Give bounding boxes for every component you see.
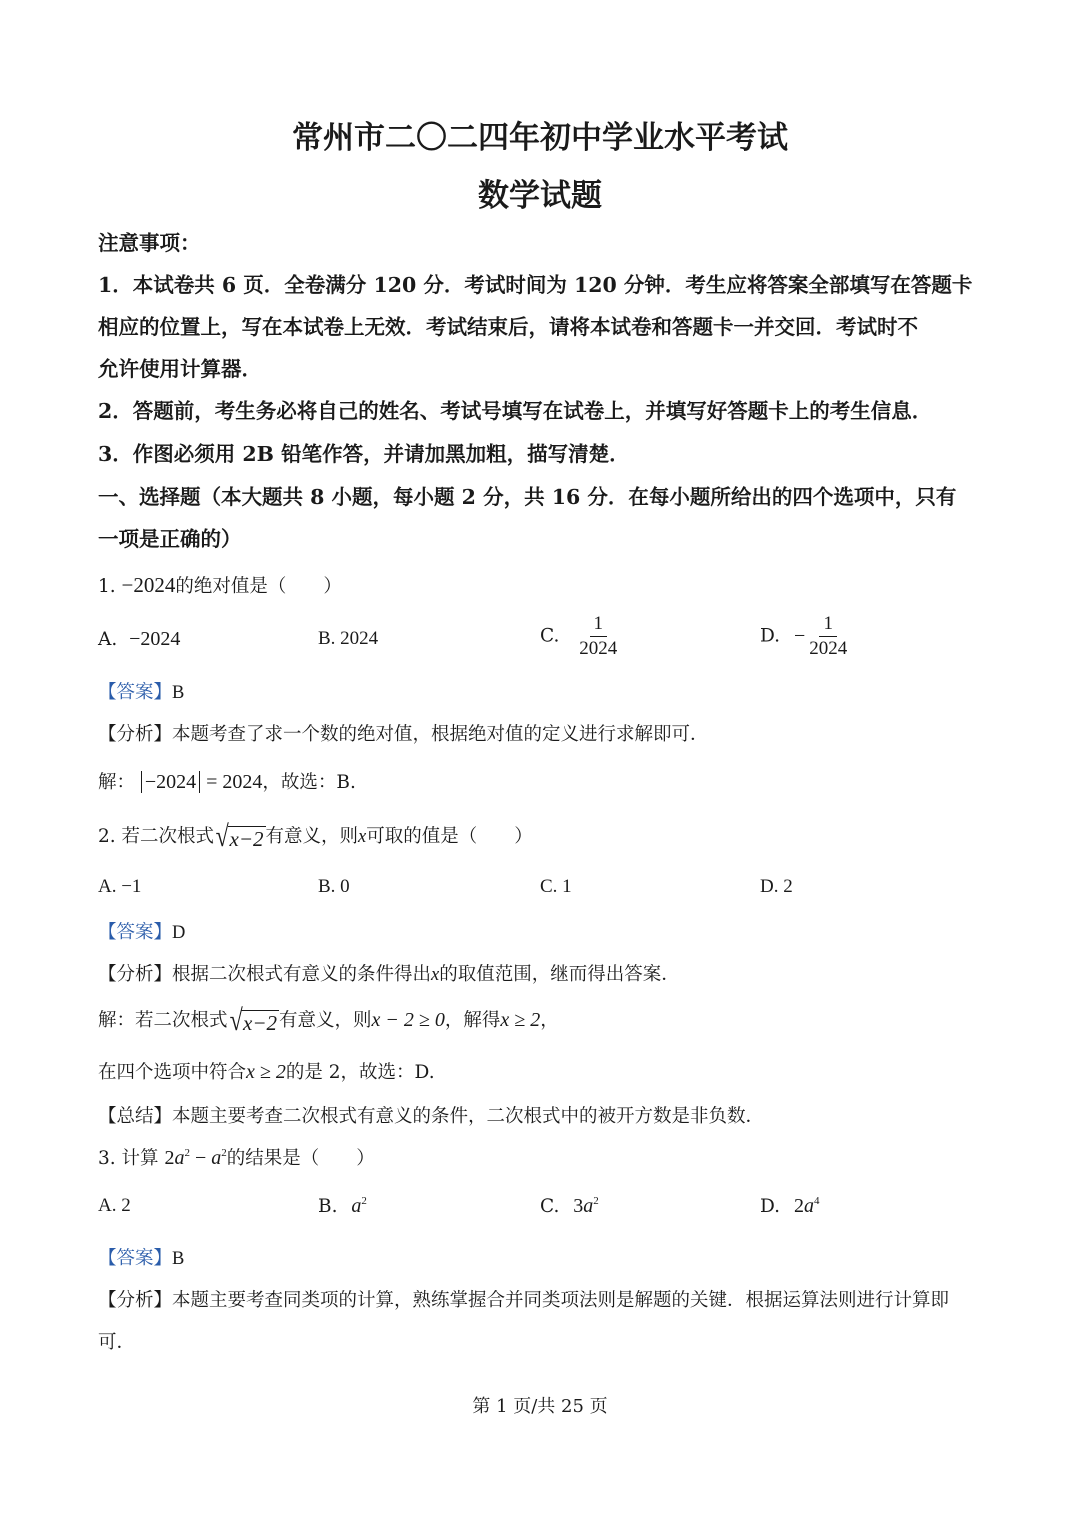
notes-line-2: 相应的位置上，写在本试卷上无效．考试结束后，请将本试卷和答题卡一并交回．考试时不 [98, 315, 918, 339]
q1-answer: 【答案】B [98, 682, 185, 703]
q2-option-b: B. 0 [318, 876, 350, 897]
q3-option-d: D. $2a^4$ [760, 1195, 820, 1217]
q1-option-a: A. −2024 [98, 628, 181, 650]
q2-answer: 【答案】D [98, 922, 186, 943]
q1-text: 的绝对值是（ ） [175, 576, 342, 597]
q1-option-b: B. 2024 [318, 628, 379, 649]
q3-option-c: C. $3a^2$ [540, 1195, 599, 1217]
q2-solution-line-2: 在四个选项中符合x ≥ 2的是 2，故选：D. [98, 1061, 435, 1083]
notes-line-3: 允许使用计算器． [98, 357, 262, 381]
q1-analysis: 【分析】本题考查了求一个数的绝对值，根据绝对值的定义进行求解即可． [98, 724, 709, 745]
q2-option-c: C. 1 [540, 876, 572, 897]
q1-solution-abs: −2024 [141, 771, 200, 793]
section-heading-1: 一、选择题（本大题共 8 小题，每小题 2 分，共 16 分．在每小题所给出的四个选项中，只有 [98, 485, 957, 509]
q3-expr: $2a^2 - a^2$ [164, 1147, 227, 1169]
q2-option-a: A. −1 [98, 876, 142, 897]
notes-heading: 注意事项： [98, 231, 201, 255]
q1-option-d: D. − $\frac{1}{2024}$ [760, 614, 851, 659]
q1-option-a-value: −2024 [129, 628, 181, 650]
q3-analysis: 【分析】本题主要考查同类项的计算，熟练掌握合并同类项法则是解题的关键．根据运算法则进行计算即 [98, 1290, 950, 1311]
q1-option-c-fraction: $\frac{1}{2024}$ [579, 613, 618, 659]
q3-stem: 3. 计算 $2a^2 - a^2$的结果是（ ） [98, 1147, 375, 1169]
notes-line-5: 3．作图必须用 2B 铅笔作答，并请加黑加粗，描写清楚． [98, 442, 630, 466]
q2-summary: 【总结】本题主要考查二次根式有意义的条件，二次根式中的被开方数是非负数． [98, 1106, 765, 1127]
exam-title: 常州市二〇二四年初中学业水平考试 [292, 120, 788, 156]
notes-line-1: 1．本试卷共 6 页．全卷满分 120 分．考试时间为 120 分钟．考生应将答案全部填写在答题卡 [98, 273, 973, 297]
q1-number: 1. [98, 576, 116, 597]
q3-option-b: B. $a^2$ [318, 1195, 367, 1217]
q3-option-a: A. 2 [98, 1195, 131, 1216]
q1-solution: 解： −2024 = 2024，故选：B. [98, 771, 356, 793]
q3-answer: 【答案】B [98, 1248, 185, 1269]
q2-option-d: D. 2 [760, 876, 793, 897]
q3-analysis-line-2: 可． [98, 1332, 136, 1353]
q2-stem: 2. 若二次根式 √ x−2 有意义，则x可取的值是（ ） [98, 820, 533, 853]
q2-analysis: 【分析】根据二次根式有意义的条件得出x的取值范围，继而得出答案． [98, 964, 680, 985]
exam-subtitle: 数学试题 [478, 178, 602, 214]
q2-solution: 解：若二次根式 √ x−2 有意义，则x − 2 ≥ 0，解得x ≥ 2， [98, 1004, 559, 1037]
notes-line-4: 2．答题前，考生务必将自己的姓名、考试号填写在试卷上，并填写好答题卡上的考生信息． [98, 399, 933, 423]
q1-option-d-fraction: $\frac{1}{2024}$ [809, 613, 848, 659]
q1-expr: −2024 [121, 573, 176, 597]
q2-sqrt: √ x−2 [215, 820, 264, 853]
answer-tag: 【答案】 [98, 682, 173, 703]
q1-stem [98, 572, 342, 598]
q1-option-c: C. $\frac{1}{2024}$ [540, 614, 621, 659]
section-heading-2: 一项是正确的） [98, 527, 242, 551]
page-footer: 第 1 页/共 25 页 [472, 1396, 608, 1417]
